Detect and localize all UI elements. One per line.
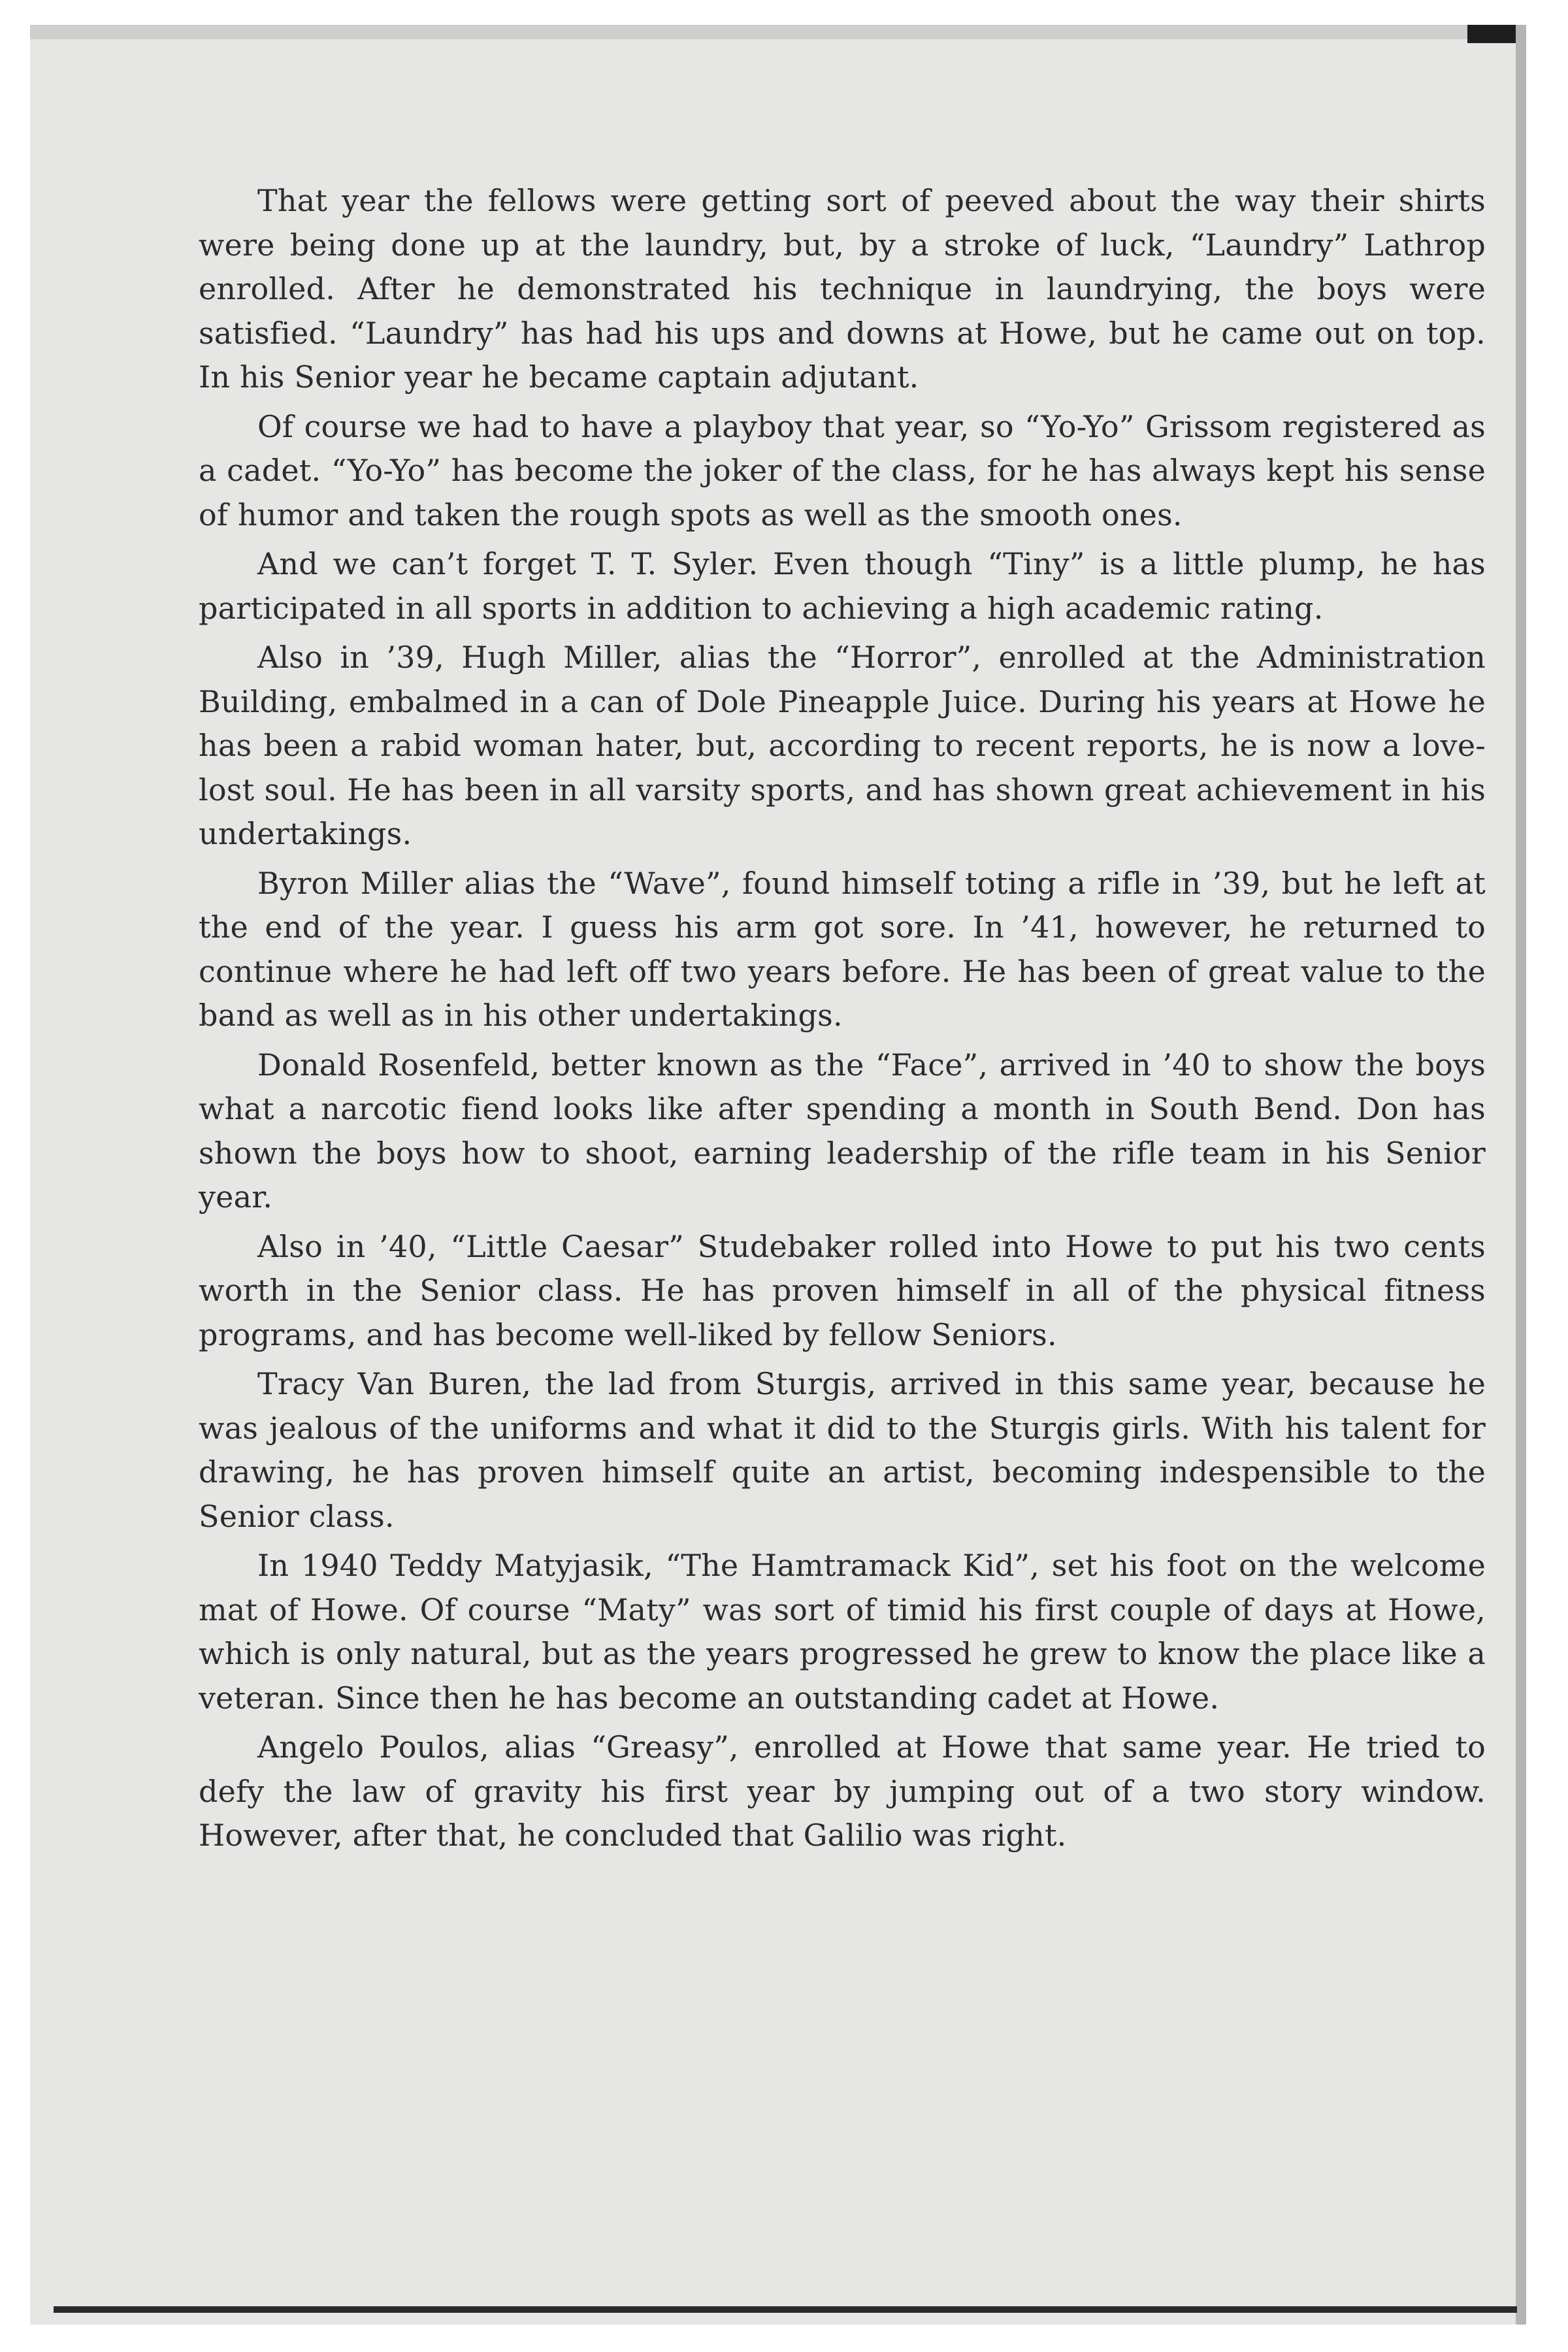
paragraph-yoyo-grissom: Of course we had to have a playboy that year, so “Yo-Yo” Grissom registered as a cadet. “Yo-Yo” has become the joker of the class, for he has always kept his sense of humor and taken the rough spots as well as the smooth ones. [199, 408, 1486, 532]
scan-top-edge [30, 25, 1526, 39]
paragraph-byron-miller: Byron Miller alias the “Wave”, found himself toting a rifle in ’39, but he left at the end of the year. I guess his arm got sore. In ’41, however, he returned to continue where he had left off two years before. He has been of great value to the band as well as in his other undertakings. [199, 865, 1486, 1033]
paragraph-angelo-poulos: Angelo Poulos, alias “Greasy”, enrolled at Howe that same year. He tried to defy the law of gravity his first year by jumping out of a two story window. However, after that, he concluded that Galilio was right. [199, 1729, 1486, 1853]
paragraph-donald-rosenfeld: Donald Rosenfeld, better known as the “Face”, arrived in ’40 to show the boys what a narcotic fiend looks like after spending a month in South Bend. Don has shown the boys how to shoot, earning leadership of the rifle team in his Senior year. [199, 1047, 1486, 1215]
body-text [199, 179, 1486, 1863]
scanned-page [30, 25, 1526, 2325]
paragraph-hugh-miller: Also in ’39, Hugh Miller, alias the “Horror”, enrolled at the Administration Building, embalmed in a can of Dole Pineapple Juice. During his years at Howe he has been a rabid woman hater, but, according to recent reports, he is now a love-lost soul. He has been in all varsity sports, and has shown great achievement in his undertakings. [199, 640, 1486, 851]
paragraph-tiny-syler: And we can’t forget T. T. Syler. Even though “Tiny” is a little plump, he has participated in all sports in addition to achieving a high academic rating. [199, 546, 1486, 626]
paragraph-teddy-matyjasik: In 1940 Teddy Matyjasik, “The Hamtramack Kid”, set his foot on the welcome mat of Howe. Of course “Maty” was sort of timid his first couple of days at Howe, which is only natural, but as the years progressed he grew to know the place like a veteran. Since then he has become an outstanding cadet at Howe. [199, 1548, 1486, 1716]
paragraph-studebaker: Also in ’40, “Little Caesar” Studebaker rolled into Howe to put his two cents worth in the Senior class. He has proven himself in all of the physical fitness programs, and has become well-liked by fellow Seniors. [199, 1228, 1486, 1352]
bottom-rule [54, 2306, 1517, 2313]
scan-right-edge [1516, 25, 1526, 2325]
paragraph-tracy-van-buren: Tracy Van Buren, the lad from Sturgis, arrived in this same year, because he was jealous of the uniforms and what it did to the Sturgis girls. With his talent for drawing, he has proven himself quite an artist, becoming indespensible to the Senior class. [199, 1366, 1486, 1534]
paragraph-laundry-lathrop: That year the fellows were getting sort of peeved about the way their shirts were being done up at the laundry, but, by a stroke of luck, “Laundry” Lathrop enrolled. After he demonstrated his technique in laundrying, the boys were satisfied. “Laundry” has had his ups and downs at Howe, but he came out on top. In his Senior year he became captain adjutant. [199, 183, 1486, 395]
